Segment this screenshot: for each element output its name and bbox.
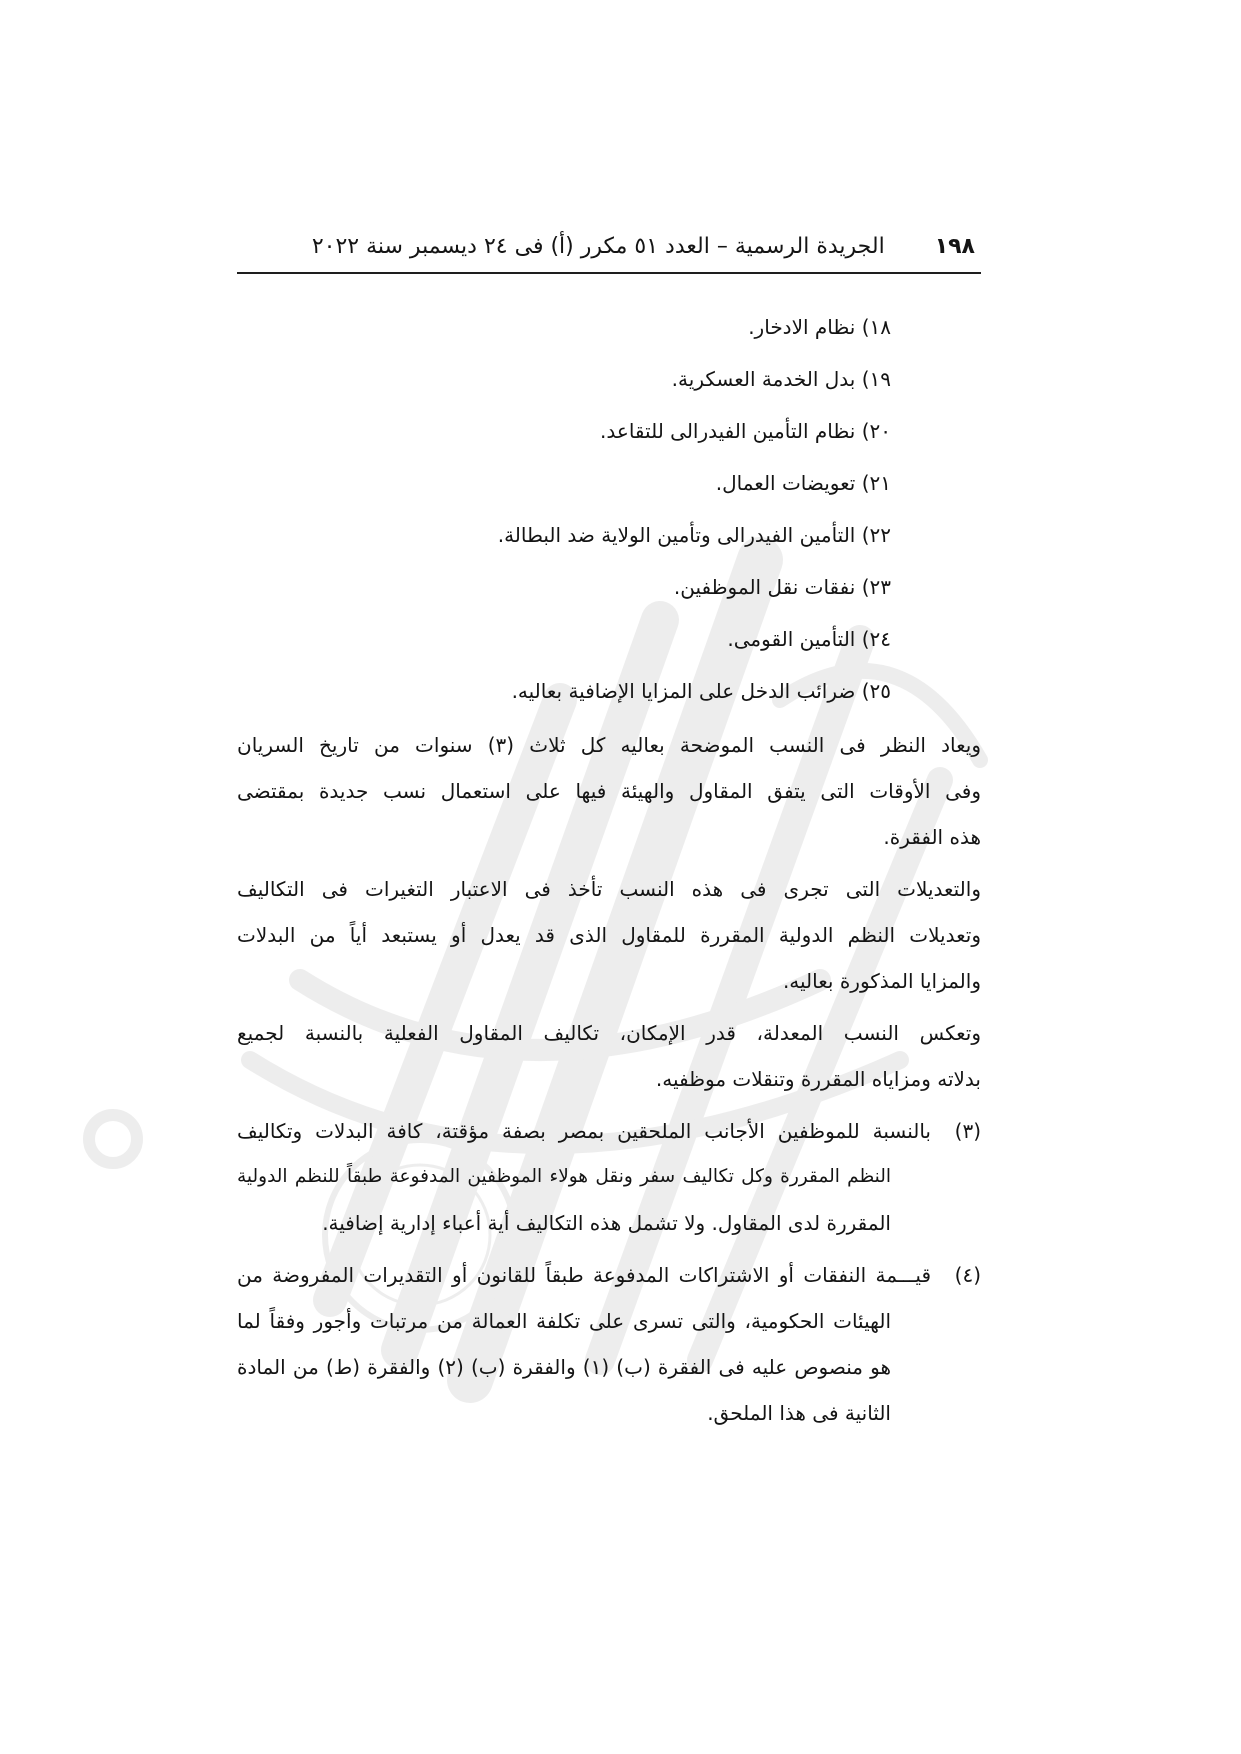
list-item: ٢٣) نفقات نقل الموظفين.	[673, 575, 891, 599]
paragraph-line: والتعديلات التى تجرى فى هذه النسب تأخذ فى الاعتبار التغيرات فى التكاليف	[237, 877, 981, 901]
item-line: الثانية فى هذا الملحق.	[707, 1401, 891, 1425]
list-item: ٢١) تعويضات العمال.	[715, 471, 891, 495]
paragraph	[237, 722, 981, 860]
document-body	[237, 301, 981, 1436]
paragraph	[237, 866, 981, 1004]
page-number: ١٩٨	[934, 233, 975, 259]
page-header	[237, 226, 981, 266]
header-rule	[237, 272, 981, 274]
list-item: ١٨) نظام الادخار.	[748, 315, 891, 339]
paragraph-line: وتعكس النسب المعدلة، قدر الإمكان، تكاليف المقاول الفعلية بالنسبة لجميع	[237, 1021, 981, 1045]
item-line: بالنسبة للموظفين الأجانب الملحقين بمصر بصفة مؤقتة، كافة البدلات وتكاليف	[237, 1119, 931, 1143]
item-line: الهيئات الحكومية، والتى تسرى على تكلفة العمالة من مرتبات وأجور وفقاً لما	[237, 1309, 891, 1333]
paragraph-line: ويعاد النظر فى النسب الموضحة بعاليه كل ثلاث (٣) سنوات من تاريخ السريان	[237, 733, 981, 757]
numbered-list	[237, 301, 981, 717]
numbered-item	[237, 1252, 981, 1436]
paragraph-line: والمزايا المذكورة بعاليه.	[782, 969, 981, 993]
list-item: ٢٢) التأمين الفيدرالى وتأمين الولاية ضد البطالة.	[497, 523, 891, 547]
numbered-item	[237, 1108, 981, 1246]
paragraph-line: وتعديلات النظم الدولية المقررة للمقاول الذى قد يعدل أو يستبعد أياً من البدلات	[237, 923, 981, 947]
item-label: (٤)	[954, 1263, 981, 1287]
item-first-line	[237, 1252, 981, 1298]
item-line: المقررة لدى المقاول. ولا تشمل هذه التكاليف أية أعباء إدارية إضافية.	[322, 1211, 891, 1235]
item-label: (٣)	[954, 1119, 981, 1143]
list-item: ١٩) بدل الخدمة العسكرية.	[671, 367, 891, 391]
item-first-line	[237, 1108, 981, 1154]
header-title: الجريدة الرسمية – العدد ٥١ مكرر (أ) فى ٢٤ ديسمبر سنة ٢٠٢٢	[311, 233, 885, 259]
list-item: ٢٤) التأمين القومى.	[727, 627, 891, 651]
item-line: قيـــمة النفقات أو الاشتراكات المدفوعة طبقاً للقانون أو التقديرات المفروضة من	[237, 1263, 931, 1287]
paragraph	[237, 1010, 981, 1102]
item-line: النظم المقررة وكل تكاليف سفر ونقل هولاء الموظفين المدفوعة طبقاً للنظم الدولية	[237, 1166, 891, 1187]
list-item: ٢٥) ضرائب الدخل على المزايا الإضافية بعاليه.	[511, 679, 891, 703]
paragraph-line: وفى الأوقات التى يتفق المقاول والهيئة فيها على استعمال نسب جديدة بمقتضى	[237, 779, 981, 803]
list-item: ٢٠) نظام التأمين الفيدرالى للتقاعد.	[600, 419, 891, 443]
paragraph-line: هذه الفقرة.	[883, 825, 981, 849]
item-line: هو منصوص عليه فى الفقرة (ب) (١) والفقرة (ب) (٢) والفقرة (ط) من المادة	[237, 1355, 891, 1379]
paragraph-line: بدلاته ومزاياه المقررة وتنقلات موظفيه.	[655, 1067, 981, 1091]
